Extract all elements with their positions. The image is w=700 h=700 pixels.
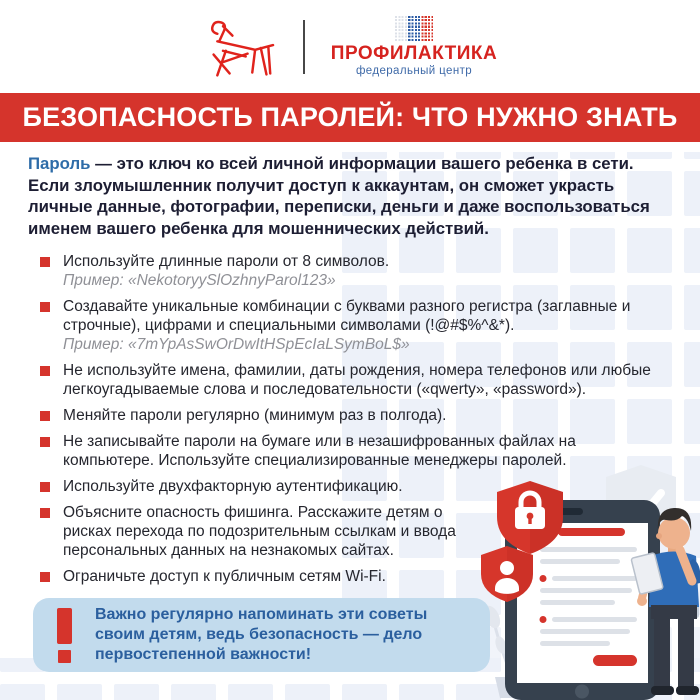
bullet-square-icon <box>40 572 50 582</box>
tip-text: Ограничьте доступ к публичным сетям Wi-Fi. <box>63 568 386 585</box>
header <box>0 0 700 93</box>
title-banner <box>0 93 700 142</box>
bullet-square-icon <box>40 482 50 492</box>
logo-subtitle: федеральный центр <box>355 65 473 78</box>
page-title: БЕЗОПАСНОСТЬ ПАРОЛЕЙ: ЧТО НУЖНО ЗНАТЬ <box>22 102 678 132</box>
exclamation-icon <box>33 608 95 663</box>
callout-text: Важно регулярно напоминать эти советы своим детям, ведь безопасность — дело первостепенной важности! <box>95 606 428 663</box>
security-illustration <box>455 455 700 700</box>
tip-item <box>40 297 692 354</box>
tip-example: Пример: «NekotoryySlOzhnyParol123» <box>63 272 336 289</box>
bullet-square-icon <box>40 366 50 376</box>
tip-example: Пример: «7mYpAsSwOrDwItHSpEcIaLSymBoL$» <box>63 336 410 353</box>
tip-text: Не записывайте пароли на бумаге или в незашифрованных файлах на компьютере. Используйте специализированные менеджеры паролей. <box>63 433 576 469</box>
bullet-square-icon <box>40 257 50 267</box>
bullet-square-icon <box>40 411 50 421</box>
bullet-square-icon <box>40 302 50 312</box>
tip-text: Меняйте пароли регулярно (минимум раз в полгода). <box>63 407 447 424</box>
bullet-square-icon <box>40 508 50 518</box>
intro-paragraph <box>28 153 670 239</box>
bullet-square-icon <box>40 437 50 447</box>
header-divider <box>303 20 305 74</box>
brand-mark-icon <box>203 13 277 81</box>
tip-text: Объясните опасность фишинга. Расскажите детям о рисках перехода по подозрительным ссылкам и ввода персональных данных на незнакомых сайтах. <box>63 504 456 559</box>
intro-text: — это ключ ко всей личной информации вашего ребенка в сети. Если злоумышленник получит доступ к аккаунтам, он сможет украсть личные данные, фотографии, переписки, деньги и даже воспользоваться именем вашего ребенка для мошеннических действий. <box>28 154 650 238</box>
tip-text: Создавайте уникальные комбинации с буквами разного регистра (заглавные и строчные), цифрами и специальными символами (!@#$%^&*). <box>63 298 631 334</box>
tip-text: Не используйте имена, фамилии, даты рождения, номера телефонов или любые легкоугадываемые слова и последовательности («qwerty», «password»). <box>63 362 651 398</box>
tip-text: Используйте двухфакторную аутентификацию. <box>63 478 403 495</box>
tip-item <box>40 252 692 290</box>
logo-block <box>331 15 497 78</box>
tip-text: Используйте длинные пароли от 8 символов. <box>63 253 390 270</box>
intro-lead-word: Пароль <box>28 154 91 173</box>
tip-item <box>40 361 692 399</box>
flag-grid-icon <box>395 15 433 41</box>
tip-item <box>40 406 692 425</box>
logo-title: ПРОФИЛАКТИКА <box>330 43 498 65</box>
callout-box <box>33 598 490 672</box>
